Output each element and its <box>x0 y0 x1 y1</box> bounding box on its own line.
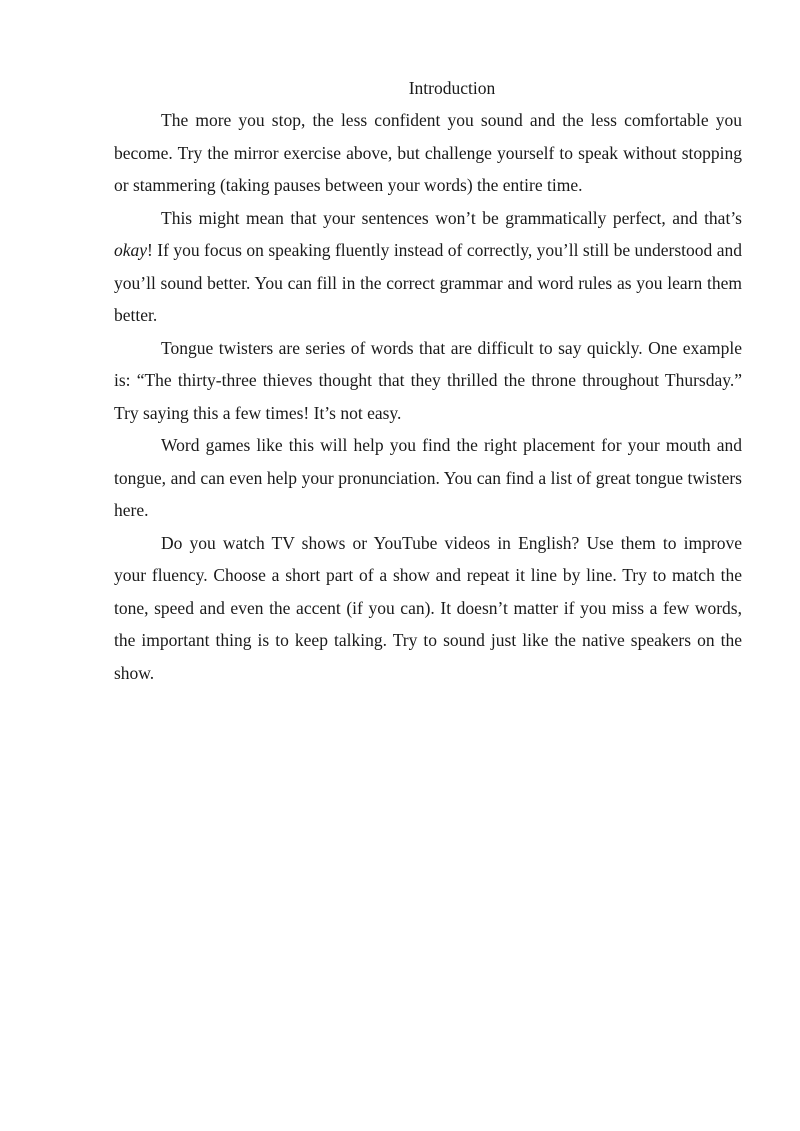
paragraph-2-after: ! If you focus on speaking fluently instead of correctly, you’ll still be understood and you’ll sound better. You can fill in the correct grammar and word rules as you learn them better. <box>114 240 742 325</box>
paragraph-2 <box>114 202 742 332</box>
paragraph-4: Word games like this will help you find the right placement for your mouth and tongue, and can even help your pronunciation. You can find a list of great tongue twisters here. <box>114 435 742 520</box>
paragraph-5: Do you watch TV shows or YouTube videos in English? Use them to improve your fluency. Choose a short part of a show and repeat it line by line. Try to match the tone, speed and even the accent (if you can). It doesn’t matter if you miss a few words, the important thing is to keep talking. Try to sound just like the native speakers on the show. <box>114 532 742 683</box>
paragraph-1: The more you stop, the less confident you sound and the less comfortable you become. Try the mirror exercise above, but challenge yourself to speak without stopping or stammering (taking pauses between your words) the entire time. <box>114 110 742 195</box>
paragraph-3: Tongue twisters are series of words that are difficult to say quickly. One example is: “The thirty-three thieves thought that they thrilled the throne throughout Thursday.” Try saying this a few times! It’s not easy. <box>114 337 742 423</box>
document-page <box>114 76 742 689</box>
paragraph-2-emphasis: okay <box>114 240 148 260</box>
paragraph-2-before: This might mean that your sentences won’t be grammatically perfect, and that’s <box>161 207 742 228</box>
page-title: Introduction <box>408 78 496 98</box>
